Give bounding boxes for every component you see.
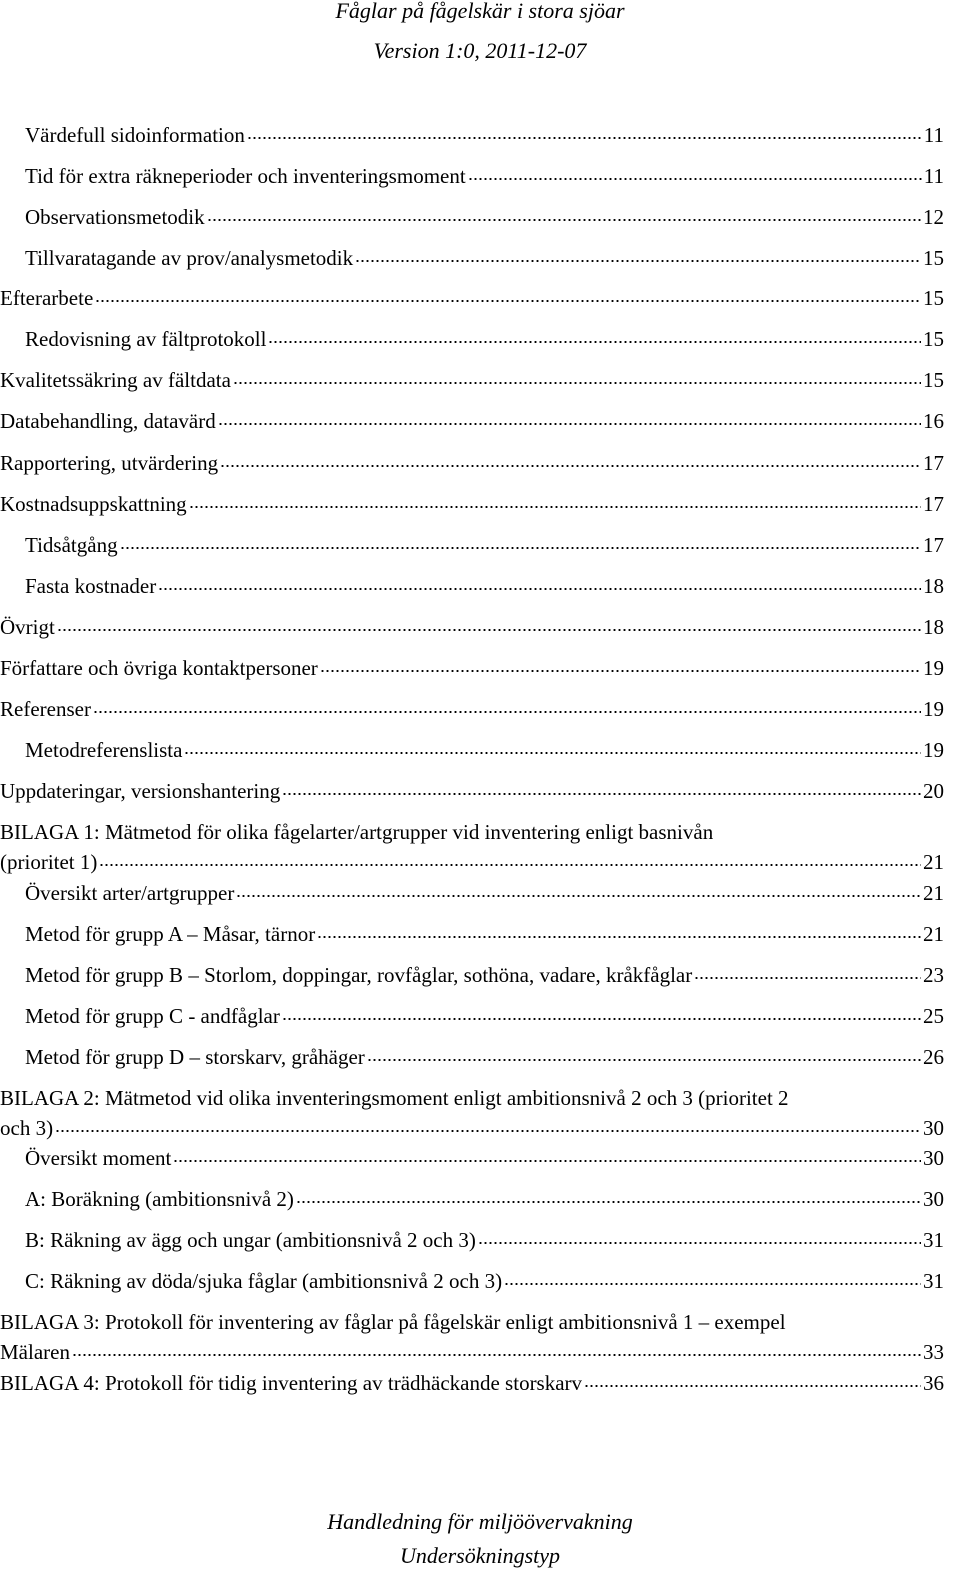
dot-leader: [504, 1283, 921, 1285]
toc-page-number: 19: [923, 697, 944, 721]
toc-entry[interactable]: [0, 161, 944, 191]
toc-page-number: 19: [923, 656, 944, 680]
toc-entry-title: Författare och övriga kontaktpersoner: [0, 656, 318, 680]
toc-entry[interactable]: [0, 243, 944, 273]
toc-page-number: 26: [923, 1045, 944, 1069]
footer-line-2: Undersökningstyp: [399, 1543, 561, 1568]
toc-entry[interactable]: [0, 120, 944, 150]
toc-entry[interactable]: [0, 530, 944, 560]
toc-entry-title: och 3): [0, 1116, 54, 1140]
toc-entry-title: Tid för extra räkneperioder och inventeringsmoment: [25, 164, 466, 188]
toc-entry-title: Metod för grupp B – Storlom, doppingar, rovfåglar, sothöna, vadare, kråkfåglar: [25, 963, 693, 987]
toc-entry-title: Mälaren: [0, 1340, 70, 1364]
toc-page-number: 12: [923, 205, 944, 229]
toc-entry-title: C: Räkning av döda/sjuka fåglar (ambitionsnivå 2 och 3): [25, 1269, 503, 1293]
toc-entry-title: B: Räkning av ägg och ungar (ambitionsnivå 2 och 3): [25, 1228, 476, 1252]
toc-entry-title: Kostnadsuppskattning: [0, 492, 187, 516]
toc-entry-title: Metod för grupp A – Måsar, tärnor: [25, 922, 316, 946]
toc-entry[interactable]: [0, 1266, 944, 1296]
dot-leader: [367, 1059, 921, 1061]
toc-page-number: 17: [923, 492, 944, 516]
dot-leader: [468, 178, 922, 180]
toc-page-number: 11: [923, 164, 944, 188]
dot-leader: [207, 219, 921, 221]
toc-entry-title: Fasta kostnader: [25, 574, 157, 598]
toc-entry[interactable]: [0, 1225, 944, 1255]
toc-entry[interactable]: [0, 919, 944, 949]
toc-page-number: 30: [923, 1187, 944, 1211]
toc-page-number: 31: [923, 1269, 944, 1293]
toc-entry-title: A: Boräkning (ambitionsnivå 2): [25, 1187, 294, 1211]
toc-entry-title: Redovisning av fältprotokoll: [25, 327, 267, 351]
toc-entry-title: Tidsåtgång: [25, 533, 118, 557]
toc-entry[interactable]: [0, 817, 944, 877]
toc-entry-title: Efterarbete: [0, 286, 94, 310]
toc-entry-title: Uppdateringar, versionshantering: [0, 779, 281, 803]
toc-page-number: 30: [923, 1146, 944, 1170]
toc-page-number: 20: [923, 779, 944, 803]
footer-line-1: Handledning för miljöövervakning: [327, 1509, 633, 1534]
dot-leader: [173, 1160, 921, 1162]
toc-page-number: 16: [923, 409, 944, 433]
toc-page-number: 18: [923, 615, 944, 639]
toc-entry[interactable]: [0, 1368, 944, 1398]
dot-leader: [317, 936, 921, 938]
toc-entry[interactable]: [0, 735, 944, 765]
dot-leader: [296, 1201, 921, 1203]
toc-entry[interactable]: [0, 960, 944, 990]
dot-leader: [320, 670, 921, 672]
toc-entry-title: BILAGA 4: Protokoll för tidig inventering av trädhäckande storskarv: [0, 1371, 583, 1395]
toc-entry-title: Referenser: [0, 697, 91, 721]
dot-leader: [93, 711, 921, 713]
toc-entry-title: Övrigt: [0, 615, 55, 639]
toc-page-number: 15: [923, 368, 944, 392]
dot-leader: [355, 260, 921, 262]
toc-entry[interactable]: [0, 1001, 944, 1031]
toc-page-number: 21: [923, 922, 944, 946]
toc-page-number: 15: [923, 286, 944, 310]
toc-entry[interactable]: [0, 283, 944, 313]
dot-leader: [120, 547, 921, 549]
dot-leader: [220, 465, 921, 467]
toc-entry-title: Kvalitetssäkring av fältdata: [0, 368, 231, 392]
toc-page-number: 21: [923, 850, 944, 874]
toc-entry[interactable]: [0, 406, 944, 436]
toc-entry[interactable]: [0, 489, 944, 519]
toc-entry-title: Databehandling, datavärd: [0, 409, 216, 433]
dot-leader: [99, 864, 921, 866]
toc-page-number: 19: [923, 738, 944, 762]
toc-page-number: 31: [923, 1228, 944, 1252]
toc-page-number: 18: [923, 574, 944, 598]
toc-entry-title: Översikt arter/artgrupper: [25, 881, 235, 905]
toc-entry[interactable]: [0, 202, 944, 232]
toc-entry[interactable]: [0, 1083, 944, 1143]
toc-entry-title: Metod för grupp D – storskarv, gråhäger: [25, 1045, 365, 1069]
toc-entry-title: Metodreferenslista: [25, 738, 183, 762]
dot-leader: [158, 588, 921, 590]
dot-leader: [55, 1130, 921, 1132]
toc-entry[interactable]: [0, 1042, 944, 1072]
toc-entry-title: (prioritet 1): [0, 850, 98, 874]
toc-entry[interactable]: [0, 1184, 944, 1214]
toc-entry[interactable]: [0, 448, 944, 478]
toc-entry[interactable]: [0, 1307, 944, 1367]
toc-page-number: 17: [923, 533, 944, 557]
dot-leader: [247, 137, 922, 139]
dot-leader: [233, 382, 921, 384]
dot-leader: [282, 1018, 921, 1020]
dot-leader: [584, 1385, 921, 1387]
toc-page-number: 30: [923, 1116, 944, 1140]
toc-entry-title-line1: BILAGA 1: Mätmetod för olika fågelarter/artgrupper vid inventering enligt basnivån: [0, 820, 714, 844]
toc-page-number: 17: [923, 451, 944, 475]
toc-page-number: 23: [923, 963, 944, 987]
toc-entry[interactable]: [0, 1143, 944, 1173]
toc-page-number: 25: [923, 1004, 944, 1028]
dot-leader: [57, 629, 921, 631]
toc-entry-title: Rapportering, utvärdering: [0, 451, 219, 475]
dot-leader: [184, 752, 921, 754]
toc-entry-title-line1: BILAGA 2: Mätmetod vid olika inventeringsmoment enligt ambitionsnivå 2 och 3 (prioritet 2: [0, 1086, 789, 1110]
toc-entry-title: Värdefull sidoinformation: [25, 123, 245, 147]
dot-leader: [478, 1242, 921, 1244]
document-version: Version 1:0, 2011-12-07: [373, 38, 587, 63]
toc-entry[interactable]: [0, 571, 944, 601]
toc-page-number: 15: [923, 327, 944, 351]
toc-page-number: 21: [923, 881, 944, 905]
dot-leader: [268, 341, 921, 343]
toc-entry-title: Tillvaratagande av prov/analysmetodik: [25, 246, 354, 270]
toc-entry[interactable]: [0, 776, 944, 806]
toc-entry-title: Översikt moment: [25, 1146, 172, 1170]
toc-entry[interactable]: [0, 878, 944, 908]
document-title: Fåglar på fågelskär i stora sjöar: [335, 0, 625, 23]
toc-entry[interactable]: [0, 324, 944, 354]
toc-page-number: 33: [923, 1340, 944, 1364]
toc-entry[interactable]: [0, 694, 944, 724]
dot-leader: [72, 1354, 921, 1356]
toc-entry-title: Observationsmetodik: [25, 205, 205, 229]
toc-page-number: 15: [923, 246, 944, 270]
dot-leader: [282, 793, 921, 795]
dot-leader: [694, 977, 921, 979]
toc-page-number: 36: [923, 1371, 944, 1395]
dot-leader: [189, 506, 921, 508]
toc-entry[interactable]: [0, 653, 944, 683]
toc-entry-title: Metod för grupp C - andfåglar: [25, 1004, 280, 1028]
toc-page-number: 11: [923, 123, 944, 147]
toc-entry[interactable]: [0, 365, 944, 395]
toc-entry[interactable]: [0, 612, 944, 642]
toc-entry-title-line1: BILAGA 3: Protokoll för inventering av fåglar på fågelskär enligt ambitionsnivå 1 – exempel: [0, 1310, 786, 1334]
dot-leader: [218, 423, 921, 425]
dot-leader: [95, 300, 921, 302]
dot-leader: [236, 895, 921, 897]
